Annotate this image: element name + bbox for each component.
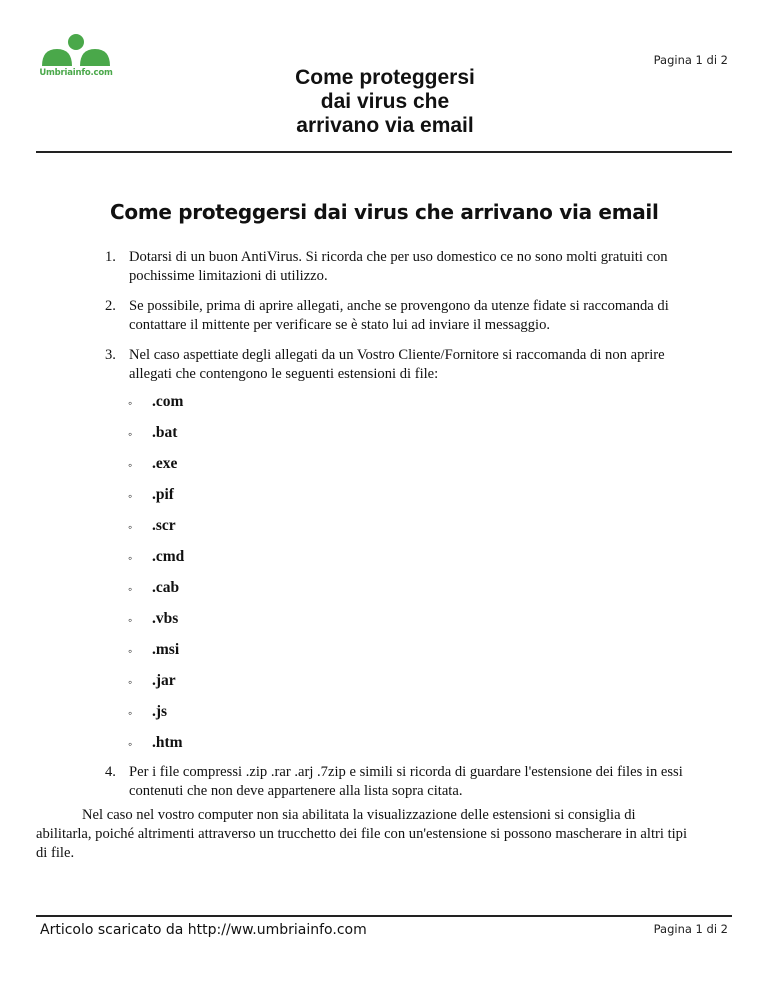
- list-item-text: [129, 248, 715, 286]
- text-line: abilitarla, poiché altrimenti attraverso un trucchetto dei file con un'estensione si possono mascherare in altri tipi: [36, 826, 688, 842]
- extension-label: .scr: [152, 517, 176, 534]
- bullet-icon: ◦: [128, 489, 133, 503]
- closing-paragraph: [36, 806, 732, 863]
- bullet-icon: ◦: [128, 458, 133, 472]
- extension-label: .js: [152, 703, 168, 720]
- extension-label: .htm: [152, 734, 183, 751]
- list-item: [105, 763, 715, 801]
- text-line: di file.: [36, 845, 75, 861]
- bullet-icon: ◦: [128, 706, 133, 720]
- bullet-icon: ◦: [128, 551, 133, 565]
- article-heading: Come proteggersi dai virus che arrivano via email: [110, 200, 659, 224]
- text-line: contattare il mittente per verificare se è stato lui ad inviare il messaggio.: [129, 317, 551, 333]
- bullet-icon: ◦: [128, 582, 133, 596]
- text-line: Per i file compressi .zip .rar .arj .7zip e simili si ricorda di guardare l'estensione dei files in essi: [129, 764, 683, 780]
- extension-label: .bat: [152, 424, 178, 441]
- text-line: contenuti che non deve appartenere alla lista sopra citata.: [129, 783, 463, 799]
- list-item-text: [129, 763, 715, 801]
- text-line: Dotarsi di un buon AntiVirus. Si ricorda che per uso domestico ce no sono molti gratuiti con: [129, 249, 668, 265]
- extension-label: .cmd: [152, 548, 185, 565]
- bullet-icon: ◦: [128, 396, 133, 410]
- extension-label: .vbs: [152, 610, 179, 627]
- list-number: 4.: [105, 764, 116, 780]
- document-title: [250, 66, 520, 138]
- bullet-icon: ◦: [128, 737, 133, 751]
- footer-divider: [36, 915, 732, 917]
- list-number: 2.: [105, 298, 116, 314]
- title-line: arrivano via email: [296, 114, 474, 137]
- bullet-icon: ◦: [128, 520, 133, 534]
- page-indicator-bottom: Pagina 1 di 2: [653, 922, 728, 936]
- bullet-icon: ◦: [128, 613, 133, 627]
- extension-label: .jar: [152, 672, 176, 689]
- bullet-icon: ◦: [128, 427, 133, 441]
- list-number: 3.: [105, 347, 116, 363]
- list-number: 1.: [105, 249, 116, 265]
- text-line: Se possibile, prima di aprire allegati, anche se provengono da utenze fidate si raccomanda di: [129, 298, 669, 314]
- extension-label: .cab: [152, 579, 180, 596]
- text-line: Nel caso aspettiate degli allegati da un Vostro Cliente/Fornitore si raccomanda di non aprire: [129, 347, 665, 363]
- footer-source: Articolo scaricato da http://ww.umbriainfo.com: [40, 922, 367, 938]
- text-line: Nel caso nel vostro computer non sia abilitata la visualizzazione delle estensioni si consiglia di: [82, 807, 636, 823]
- page-indicator-top: Pagina 1 di 2: [653, 53, 728, 67]
- title-line: Come proteggersi: [295, 66, 475, 89]
- text-line: pochissime limitazioni di utilizzo.: [129, 268, 328, 284]
- list-item-text: [129, 346, 715, 384]
- bullet-icon: ◦: [128, 644, 133, 658]
- header-divider: [36, 151, 732, 153]
- extension-label: .com: [152, 393, 184, 410]
- logo-text: Umbriainfo.com: [39, 68, 113, 78]
- extension-label: .pif: [152, 486, 174, 503]
- extension-label: .exe: [152, 455, 178, 472]
- page-header: [0, 0, 768, 152]
- list-item: [105, 297, 715, 335]
- title-line: dai virus che: [320, 90, 450, 113]
- bullet-icon: ◦: [128, 675, 133, 689]
- list-item: [105, 346, 715, 384]
- list-item: [105, 248, 715, 286]
- list-item-text: [129, 297, 715, 335]
- text-line: allegati che contengono le seguenti estensioni di file:: [129, 366, 439, 382]
- extension-label: .msi: [152, 641, 180, 658]
